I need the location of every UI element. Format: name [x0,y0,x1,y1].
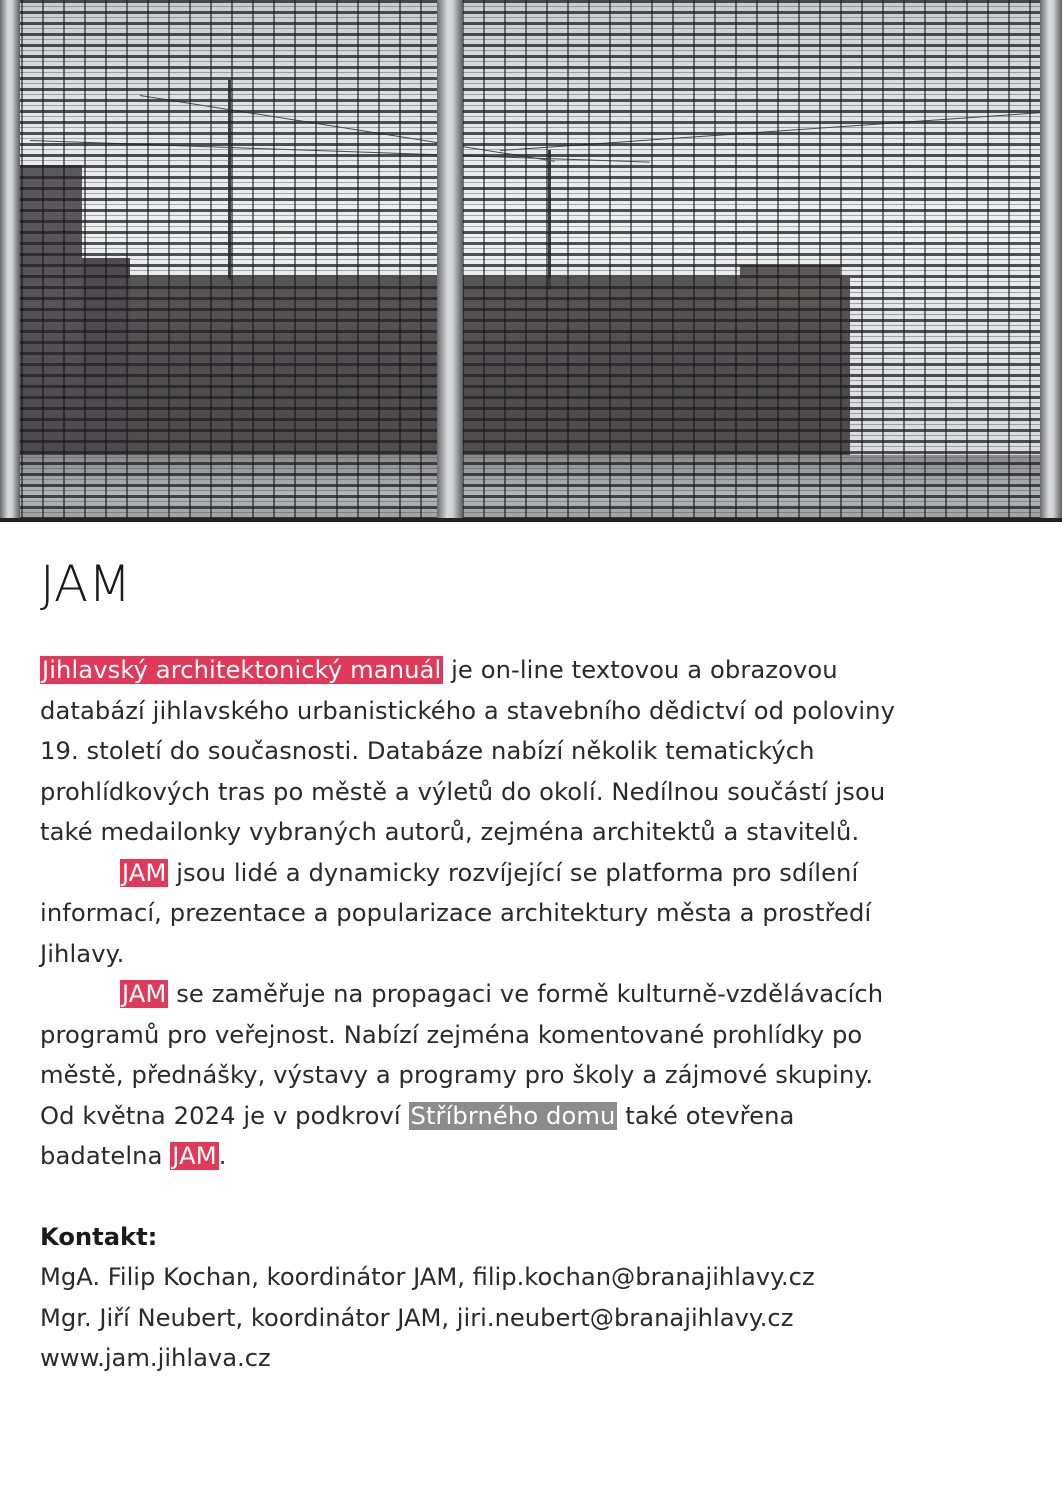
contact-heading: Kontakt: [40,1222,158,1251]
highlight-jam[interactable]: JAM [122,858,167,887]
paragraph-people [40,853,1030,975]
text-line: také medailonky vybraných autorů, zejména architektů a stavitelů. [40,818,860,846]
text-line: je on-line textovou a obrazovou [443,656,838,684]
highlight-stribrny-dum[interactable]: Stříbrného domu [410,1101,616,1130]
page-title: JAM [40,555,132,613]
text-line: informací, prezentace a popularizace architektury města a prostředí [40,899,872,927]
text-line: Od května 2024 je v podkroví [40,1101,409,1130]
text-line: prohlídkových tras po městě a výletů do okolí. Nedílnou součástí jsou [40,777,886,806]
highlight-jam[interactable]: JAM [172,1142,217,1170]
photo-frame-post-right [1040,0,1062,522]
website-link[interactable]: www.jam.jihlava.cz [40,1344,271,1372]
text-line: jsou lidé a dynamicky rozvíjející se platforma pro sdílení [168,858,859,887]
text-line: se zaměřuje na propagaci ve formě kulturně-vzdělávacích [168,980,884,1008]
hero-photo [0,0,1062,522]
text-line: databází jihlavského urbanistického a stavebního dědictví od poloviny [40,696,896,725]
text-line: 19. století do současnosti. Databáze nabízí několik tematických [40,737,815,765]
contact-block [40,1217,1030,1379]
photo-frame-post-center [437,0,463,522]
photo-bottom-edge [0,518,1062,522]
text-line: také otevřena [617,1101,795,1130]
photo-mesh-rods [0,0,1062,522]
photo-frame-post-left [0,0,20,522]
highlight-jihlavsky-manual[interactable]: Jihlavský architektonický manuál [42,656,442,684]
text-line: . [218,1142,227,1170]
text-line: Jihlavy. [40,939,125,968]
contact-line-kochan: MgA. Filip Kochan, koordinátor JAM, filip.kochan@branajihlavy.cz [40,1263,815,1291]
body-text [40,650,1030,1177]
text-line: programů pro veřejnost. Nabízí zejména komentované prohlídky po [40,1020,863,1049]
text-line: městě, přednášky, výstavy a programy pro školy a zájmové skupiny. [40,1061,874,1089]
content [40,548,1030,1379]
contact-line-neubert: Mgr. Jiří Neubert, koordinátor JAM, jiri.neubert@branajihlavy.cz [40,1303,794,1332]
paragraph-intro [40,650,1030,853]
paragraph-programs [40,974,1030,1177]
highlight-jam[interactable]: JAM [122,980,167,1008]
text-line: badatelna [40,1142,171,1170]
